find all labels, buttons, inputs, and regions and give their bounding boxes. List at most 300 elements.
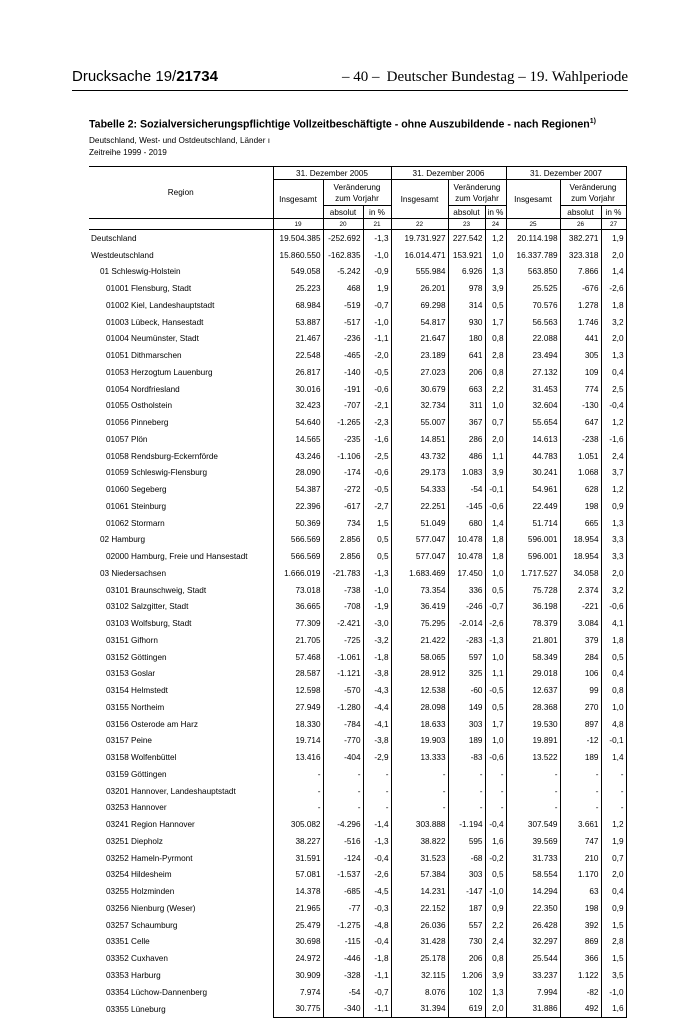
value-cell: 21.705 bbox=[273, 632, 323, 649]
region-cell: 03354 Lüchow-Dannenberg bbox=[106, 987, 208, 997]
value-cell: -272 bbox=[323, 481, 363, 498]
value-cell: - bbox=[391, 766, 448, 783]
region-cell: Deutschland bbox=[91, 233, 137, 243]
value-cell: 1.170 bbox=[560, 867, 601, 884]
value-cell: 54.387 bbox=[273, 481, 323, 498]
value-cell: 53.887 bbox=[273, 314, 323, 331]
value-cell: 27.023 bbox=[391, 364, 448, 381]
region-cell: 03152 Göttingen bbox=[106, 652, 167, 662]
value-cell: 3,5 bbox=[601, 967, 626, 984]
value-cell: 305.082 bbox=[273, 816, 323, 833]
value-cell: 1,0 bbox=[485, 565, 506, 582]
value-cell: 63 bbox=[560, 883, 601, 900]
value-cell: -516 bbox=[323, 833, 363, 850]
value-cell: 1,0 bbox=[601, 699, 626, 716]
value-cell: 22.152 bbox=[391, 900, 448, 917]
value-cell: 577.047 bbox=[391, 548, 448, 565]
value-cell: 2,0 bbox=[601, 565, 626, 582]
value-cell: 1,4 bbox=[601, 264, 626, 281]
region-cell: 03255 Holzminden bbox=[106, 887, 175, 897]
value-cell: 0,8 bbox=[485, 950, 506, 967]
value-cell: - bbox=[485, 800, 506, 817]
value-cell: 18.330 bbox=[273, 716, 323, 733]
year-header-2007: 31. Dezember 2007 bbox=[506, 167, 626, 180]
table-row bbox=[89, 465, 626, 482]
value-cell: 227.542 bbox=[448, 230, 485, 247]
column-number: 19 bbox=[273, 219, 323, 230]
value-cell: - bbox=[391, 800, 448, 817]
value-cell: -1,0 bbox=[485, 883, 506, 900]
value-cell: 57.081 bbox=[273, 867, 323, 884]
column-number: 25 bbox=[506, 219, 560, 230]
value-cell: 1,2 bbox=[601, 816, 626, 833]
table-row bbox=[89, 699, 626, 716]
value-cell: 3,7 bbox=[601, 465, 626, 482]
region-cell: 01057 Plön bbox=[106, 434, 148, 444]
value-cell: 30.775 bbox=[273, 1001, 323, 1018]
value-cell: 0,5 bbox=[363, 532, 391, 549]
value-cell: 1,3 bbox=[601, 347, 626, 364]
value-cell: 13.522 bbox=[506, 749, 560, 766]
value-cell: 51.049 bbox=[391, 515, 448, 532]
value-cell: -174 bbox=[323, 465, 363, 482]
table-row bbox=[89, 800, 626, 817]
value-cell: -0,2 bbox=[485, 850, 506, 867]
value-cell: 30.909 bbox=[273, 967, 323, 984]
value-cell: - bbox=[601, 800, 626, 817]
value-cell: 30.679 bbox=[391, 381, 448, 398]
column-number: 26 bbox=[560, 219, 601, 230]
value-cell: - bbox=[485, 766, 506, 783]
value-cell: 20.114.198 bbox=[506, 230, 560, 247]
value-cell: 102 bbox=[448, 984, 485, 1001]
value-cell: 0,8 bbox=[485, 331, 506, 348]
value-cell: 3,9 bbox=[485, 465, 506, 482]
region-cell: 03156 Osterode am Harz bbox=[106, 719, 198, 729]
value-cell: -1,8 bbox=[363, 649, 391, 666]
value-cell: -2.014 bbox=[448, 615, 485, 632]
column-number: 20 bbox=[323, 219, 363, 230]
value-cell: 99 bbox=[560, 682, 601, 699]
change-header-2007: Veränderung zum Vorjahr bbox=[560, 180, 626, 206]
value-cell: 0,7 bbox=[485, 414, 506, 431]
value-cell: -1.194 bbox=[448, 816, 485, 833]
value-cell: -3,8 bbox=[363, 666, 391, 683]
value-cell: 3,2 bbox=[601, 582, 626, 599]
value-cell: 54.817 bbox=[391, 314, 448, 331]
value-cell: 869 bbox=[560, 934, 601, 951]
table-timespan: Zeitreihe 1999 - 2019 bbox=[89, 148, 167, 157]
table-row bbox=[89, 498, 626, 515]
column-number-row bbox=[89, 219, 626, 230]
value-cell: 32.604 bbox=[506, 398, 560, 415]
value-cell: -2,9 bbox=[363, 749, 391, 766]
column-number bbox=[89, 219, 273, 230]
year-header-2005: 31. Dezember 2005 bbox=[273, 167, 391, 180]
value-cell: 3,2 bbox=[601, 314, 626, 331]
table-row bbox=[89, 934, 626, 951]
value-cell: 30.016 bbox=[273, 381, 323, 398]
table-row bbox=[89, 816, 626, 833]
value-cell: 1,8 bbox=[601, 297, 626, 314]
value-cell: 0,9 bbox=[601, 498, 626, 515]
value-cell: 21.801 bbox=[506, 632, 560, 649]
value-cell: 18.954 bbox=[560, 548, 601, 565]
value-cell: - bbox=[323, 783, 363, 800]
value-cell: -21.783 bbox=[323, 565, 363, 582]
value-cell: 21.467 bbox=[273, 331, 323, 348]
value-cell: 25.223 bbox=[273, 280, 323, 297]
table-row bbox=[89, 950, 626, 967]
table-row bbox=[89, 850, 626, 867]
value-cell: 978 bbox=[448, 280, 485, 297]
value-cell: -4,3 bbox=[363, 682, 391, 699]
column-number: 27 bbox=[601, 219, 626, 230]
value-cell: - bbox=[363, 783, 391, 800]
value-cell: - bbox=[448, 800, 485, 817]
value-cell: 10.478 bbox=[448, 532, 485, 549]
value-cell: 1,9 bbox=[601, 230, 626, 247]
table-row bbox=[89, 247, 626, 264]
value-cell: 32.297 bbox=[506, 934, 560, 951]
value-cell: - bbox=[448, 783, 485, 800]
value-cell: -708 bbox=[323, 599, 363, 616]
value-cell: 1,9 bbox=[363, 280, 391, 297]
value-cell: 44.783 bbox=[506, 448, 560, 465]
value-cell: 1,0 bbox=[485, 649, 506, 666]
value-cell: -124 bbox=[323, 850, 363, 867]
value-cell: 563.850 bbox=[506, 264, 560, 281]
value-cell: 1.717.527 bbox=[506, 565, 560, 582]
value-cell: -115 bbox=[323, 934, 363, 951]
value-cell: 392 bbox=[560, 917, 601, 934]
value-cell: 14.851 bbox=[391, 431, 448, 448]
table-row bbox=[89, 749, 626, 766]
value-cell: 1,2 bbox=[485, 230, 506, 247]
region-cell: 03153 Goslar bbox=[106, 669, 156, 679]
value-cell: -1,0 bbox=[363, 314, 391, 331]
region-cell: 01003 Lübeck, Hansestadt bbox=[106, 317, 204, 327]
table-row bbox=[89, 481, 626, 498]
value-cell: 2,2 bbox=[485, 917, 506, 934]
value-cell: -340 bbox=[323, 1001, 363, 1018]
table-header bbox=[89, 167, 626, 230]
value-cell: 7.994 bbox=[506, 984, 560, 1001]
value-cell: -328 bbox=[323, 967, 363, 984]
value-cell: 32.423 bbox=[273, 398, 323, 415]
region-cell: 03155 Northeim bbox=[106, 702, 165, 712]
value-cell: 36.665 bbox=[273, 599, 323, 616]
value-cell: 734 bbox=[323, 515, 363, 532]
region-cell: 03102 Salzgitter, Stadt bbox=[106, 602, 189, 612]
value-cell: 0,8 bbox=[485, 364, 506, 381]
table-row bbox=[89, 783, 626, 800]
value-cell: 2,5 bbox=[601, 381, 626, 398]
value-cell: -3,0 bbox=[363, 615, 391, 632]
value-cell: 1,4 bbox=[485, 515, 506, 532]
value-cell: -685 bbox=[323, 883, 363, 900]
value-cell: -2,1 bbox=[363, 398, 391, 415]
region-cell: 01001 Flensburg, Stadt bbox=[106, 284, 192, 294]
insgesamt-header-2005: Insgesamt bbox=[273, 180, 323, 219]
value-cell: 1,1 bbox=[485, 666, 506, 683]
value-cell: -140 bbox=[323, 364, 363, 381]
value-cell: -0,1 bbox=[601, 733, 626, 750]
table-row bbox=[89, 917, 626, 934]
value-cell: -676 bbox=[560, 280, 601, 297]
value-cell: -1,1 bbox=[363, 1001, 391, 1018]
value-cell: 55.654 bbox=[506, 414, 560, 431]
value-cell: 12.538 bbox=[391, 682, 448, 699]
value-cell: -60 bbox=[448, 682, 485, 699]
value-cell: 549.058 bbox=[273, 264, 323, 281]
value-cell: 2,0 bbox=[601, 331, 626, 348]
table-row bbox=[89, 331, 626, 348]
value-cell: 730 bbox=[448, 934, 485, 951]
value-cell: 1,2 bbox=[601, 481, 626, 498]
value-cell: 555.984 bbox=[391, 264, 448, 281]
value-cell: 0,5 bbox=[363, 548, 391, 565]
value-cell: 26.817 bbox=[273, 364, 323, 381]
value-cell: 56.563 bbox=[506, 314, 560, 331]
value-cell: 57.384 bbox=[391, 867, 448, 884]
value-cell: -283 bbox=[448, 632, 485, 649]
value-cell: 336 bbox=[448, 582, 485, 599]
value-cell: -1.061 bbox=[323, 649, 363, 666]
value-cell: -252.692 bbox=[323, 230, 363, 247]
value-cell: -4,4 bbox=[363, 699, 391, 716]
value-cell: 22.088 bbox=[506, 331, 560, 348]
value-cell: -1,0 bbox=[363, 582, 391, 599]
value-cell: 1,1 bbox=[485, 448, 506, 465]
region-cell: 03241 Region Hannover bbox=[106, 820, 195, 830]
region-cell: 01053 Herzogtum Lauenburg bbox=[106, 367, 213, 377]
value-cell: 2.856 bbox=[323, 548, 363, 565]
value-cell: - bbox=[506, 783, 560, 800]
value-cell: -238 bbox=[560, 431, 601, 448]
value-cell: 109 bbox=[560, 364, 601, 381]
value-cell: 58.349 bbox=[506, 649, 560, 666]
value-cell: - bbox=[506, 766, 560, 783]
value-cell: 557 bbox=[448, 917, 485, 934]
value-cell: 7.974 bbox=[273, 984, 323, 1001]
table-row bbox=[89, 883, 626, 900]
value-cell: 286 bbox=[448, 431, 485, 448]
value-cell: 14.294 bbox=[506, 883, 560, 900]
value-cell: 69.298 bbox=[391, 297, 448, 314]
value-cell: 54.961 bbox=[506, 481, 560, 498]
value-cell: 4,8 bbox=[601, 716, 626, 733]
absolut-header: absolut bbox=[560, 206, 601, 219]
value-cell: 30.698 bbox=[273, 934, 323, 951]
value-cell: 10.478 bbox=[448, 548, 485, 565]
value-cell: 26.036 bbox=[391, 917, 448, 934]
value-cell: -2,3 bbox=[363, 414, 391, 431]
value-cell: -77 bbox=[323, 900, 363, 917]
value-cell: 897 bbox=[560, 716, 601, 733]
value-cell: -0,6 bbox=[485, 749, 506, 766]
value-cell: -0,5 bbox=[363, 481, 391, 498]
table-row bbox=[89, 615, 626, 632]
value-cell: -162.835 bbox=[323, 247, 363, 264]
region-cell: 03101 Braunschweig, Stadt bbox=[106, 585, 207, 595]
value-cell: 0,4 bbox=[601, 666, 626, 683]
value-cell: 19.504.385 bbox=[273, 230, 323, 247]
value-cell: 1.278 bbox=[560, 297, 601, 314]
value-cell: -404 bbox=[323, 749, 363, 766]
value-cell: -465 bbox=[323, 347, 363, 364]
value-cell: 270 bbox=[560, 699, 601, 716]
table-row bbox=[89, 314, 626, 331]
value-cell: 1,0 bbox=[485, 733, 506, 750]
table-row bbox=[89, 297, 626, 314]
value-cell: 3,3 bbox=[601, 532, 626, 549]
value-cell: 486 bbox=[448, 448, 485, 465]
percent-header: in % bbox=[363, 206, 391, 219]
region-cell: 01 Schleswig-Holstein bbox=[100, 267, 181, 277]
value-cell: 2,4 bbox=[485, 934, 506, 951]
value-cell: 43.732 bbox=[391, 448, 448, 465]
percent-header: in % bbox=[485, 206, 506, 219]
value-cell: 1,8 bbox=[485, 548, 506, 565]
table-row bbox=[89, 381, 626, 398]
value-cell: 1.051 bbox=[560, 448, 601, 465]
value-cell: 75.728 bbox=[506, 582, 560, 599]
value-cell: 22.251 bbox=[391, 498, 448, 515]
value-cell: 198 bbox=[560, 498, 601, 515]
value-cell: 28.912 bbox=[391, 666, 448, 683]
value-cell: -54 bbox=[448, 481, 485, 498]
value-cell: 32.115 bbox=[391, 967, 448, 984]
value-cell: -0,7 bbox=[363, 297, 391, 314]
value-cell: 6.926 bbox=[448, 264, 485, 281]
value-cell: 31.394 bbox=[391, 1001, 448, 1018]
value-cell: - bbox=[323, 800, 363, 817]
value-cell: 23.189 bbox=[391, 347, 448, 364]
value-cell: 641 bbox=[448, 347, 485, 364]
value-cell: 14.565 bbox=[273, 431, 323, 448]
value-cell: 31.733 bbox=[506, 850, 560, 867]
value-cell: 198 bbox=[560, 900, 601, 917]
value-cell: 21.965 bbox=[273, 900, 323, 917]
value-cell: 17.450 bbox=[448, 565, 485, 582]
value-cell: -2,6 bbox=[363, 867, 391, 884]
value-cell: 14.231 bbox=[391, 883, 448, 900]
value-cell: 29.018 bbox=[506, 666, 560, 683]
value-cell: 31.453 bbox=[506, 381, 560, 398]
value-cell: -1,3 bbox=[485, 632, 506, 649]
value-cell: 189 bbox=[448, 733, 485, 750]
document-number bbox=[72, 68, 218, 85]
table-row bbox=[89, 431, 626, 448]
table-row bbox=[89, 347, 626, 364]
value-cell: 78.379 bbox=[506, 615, 560, 632]
value-cell: 1.683.469 bbox=[391, 565, 448, 582]
value-cell: 1,0 bbox=[485, 398, 506, 415]
value-cell: 492 bbox=[560, 1001, 601, 1018]
value-cell: 25.544 bbox=[506, 950, 560, 967]
value-cell: 747 bbox=[560, 833, 601, 850]
table-row bbox=[89, 1001, 626, 1018]
value-cell: 16.014.471 bbox=[391, 247, 448, 264]
absolut-header: absolut bbox=[323, 206, 363, 219]
value-cell: 27.949 bbox=[273, 699, 323, 716]
document-label: Drucksache 19/ bbox=[72, 68, 177, 85]
value-cell: 57.468 bbox=[273, 649, 323, 666]
value-cell: 12.637 bbox=[506, 682, 560, 699]
value-cell: 2.856 bbox=[323, 532, 363, 549]
value-cell: -570 bbox=[323, 682, 363, 699]
region-cell: 01061 Steinburg bbox=[106, 501, 167, 511]
value-cell: 28.090 bbox=[273, 465, 323, 482]
value-cell: - bbox=[391, 783, 448, 800]
value-cell: 303.888 bbox=[391, 816, 448, 833]
value-cell: 1,3 bbox=[601, 515, 626, 532]
value-cell: 0,9 bbox=[485, 900, 506, 917]
region-cell: 03151 Gifhorn bbox=[106, 635, 158, 645]
value-cell: 28.587 bbox=[273, 666, 323, 683]
value-cell: 33.237 bbox=[506, 967, 560, 984]
region-cell: 02 Hamburg bbox=[100, 535, 146, 545]
table-row bbox=[89, 666, 626, 683]
value-cell: 597 bbox=[448, 649, 485, 666]
table-row bbox=[89, 900, 626, 917]
region-cell: 03257 Schaumburg bbox=[106, 920, 178, 930]
value-cell: 22.548 bbox=[273, 347, 323, 364]
value-cell: -2.421 bbox=[323, 615, 363, 632]
value-cell: -1,0 bbox=[363, 247, 391, 264]
value-cell: 68.984 bbox=[273, 297, 323, 314]
value-cell: 566.569 bbox=[273, 532, 323, 549]
value-cell: -0,6 bbox=[363, 465, 391, 482]
region-cell: 03201 Hannover, Landeshauptstadt bbox=[106, 786, 236, 796]
value-cell: 2,0 bbox=[601, 867, 626, 884]
insgesamt-header-2007: Insgesamt bbox=[506, 180, 560, 219]
value-cell: 25.525 bbox=[506, 280, 560, 297]
value-cell: -246 bbox=[448, 599, 485, 616]
value-cell: 0,5 bbox=[485, 297, 506, 314]
value-cell: 22.449 bbox=[506, 498, 560, 515]
page-header bbox=[72, 68, 628, 90]
value-cell: -0,3 bbox=[363, 900, 391, 917]
value-cell: 39.569 bbox=[506, 833, 560, 850]
value-cell: 1,3 bbox=[485, 984, 506, 1001]
value-cell: -1,1 bbox=[363, 967, 391, 984]
value-cell: 0,5 bbox=[485, 699, 506, 716]
value-cell: 3,9 bbox=[485, 280, 506, 297]
value-cell: -517 bbox=[323, 314, 363, 331]
value-cell: 29.173 bbox=[391, 465, 448, 482]
value-cell: 21.422 bbox=[391, 632, 448, 649]
table-row bbox=[89, 716, 626, 733]
value-cell: 0,5 bbox=[485, 582, 506, 599]
value-cell: -0,9 bbox=[363, 264, 391, 281]
region-cell: 03157 Peine bbox=[106, 736, 152, 746]
value-cell: 2,0 bbox=[485, 1001, 506, 1018]
value-cell: 382.271 bbox=[560, 230, 601, 247]
value-cell: 32.734 bbox=[391, 398, 448, 415]
column-number: 24 bbox=[485, 219, 506, 230]
value-cell: - bbox=[506, 800, 560, 817]
value-cell: -519 bbox=[323, 297, 363, 314]
value-cell: 2,0 bbox=[485, 431, 506, 448]
value-cell: 303 bbox=[448, 867, 485, 884]
value-cell: -83 bbox=[448, 749, 485, 766]
value-cell: 1.206 bbox=[448, 967, 485, 984]
value-cell: 2,0 bbox=[601, 247, 626, 264]
value-cell: - bbox=[560, 766, 601, 783]
value-cell: 367 bbox=[448, 414, 485, 431]
